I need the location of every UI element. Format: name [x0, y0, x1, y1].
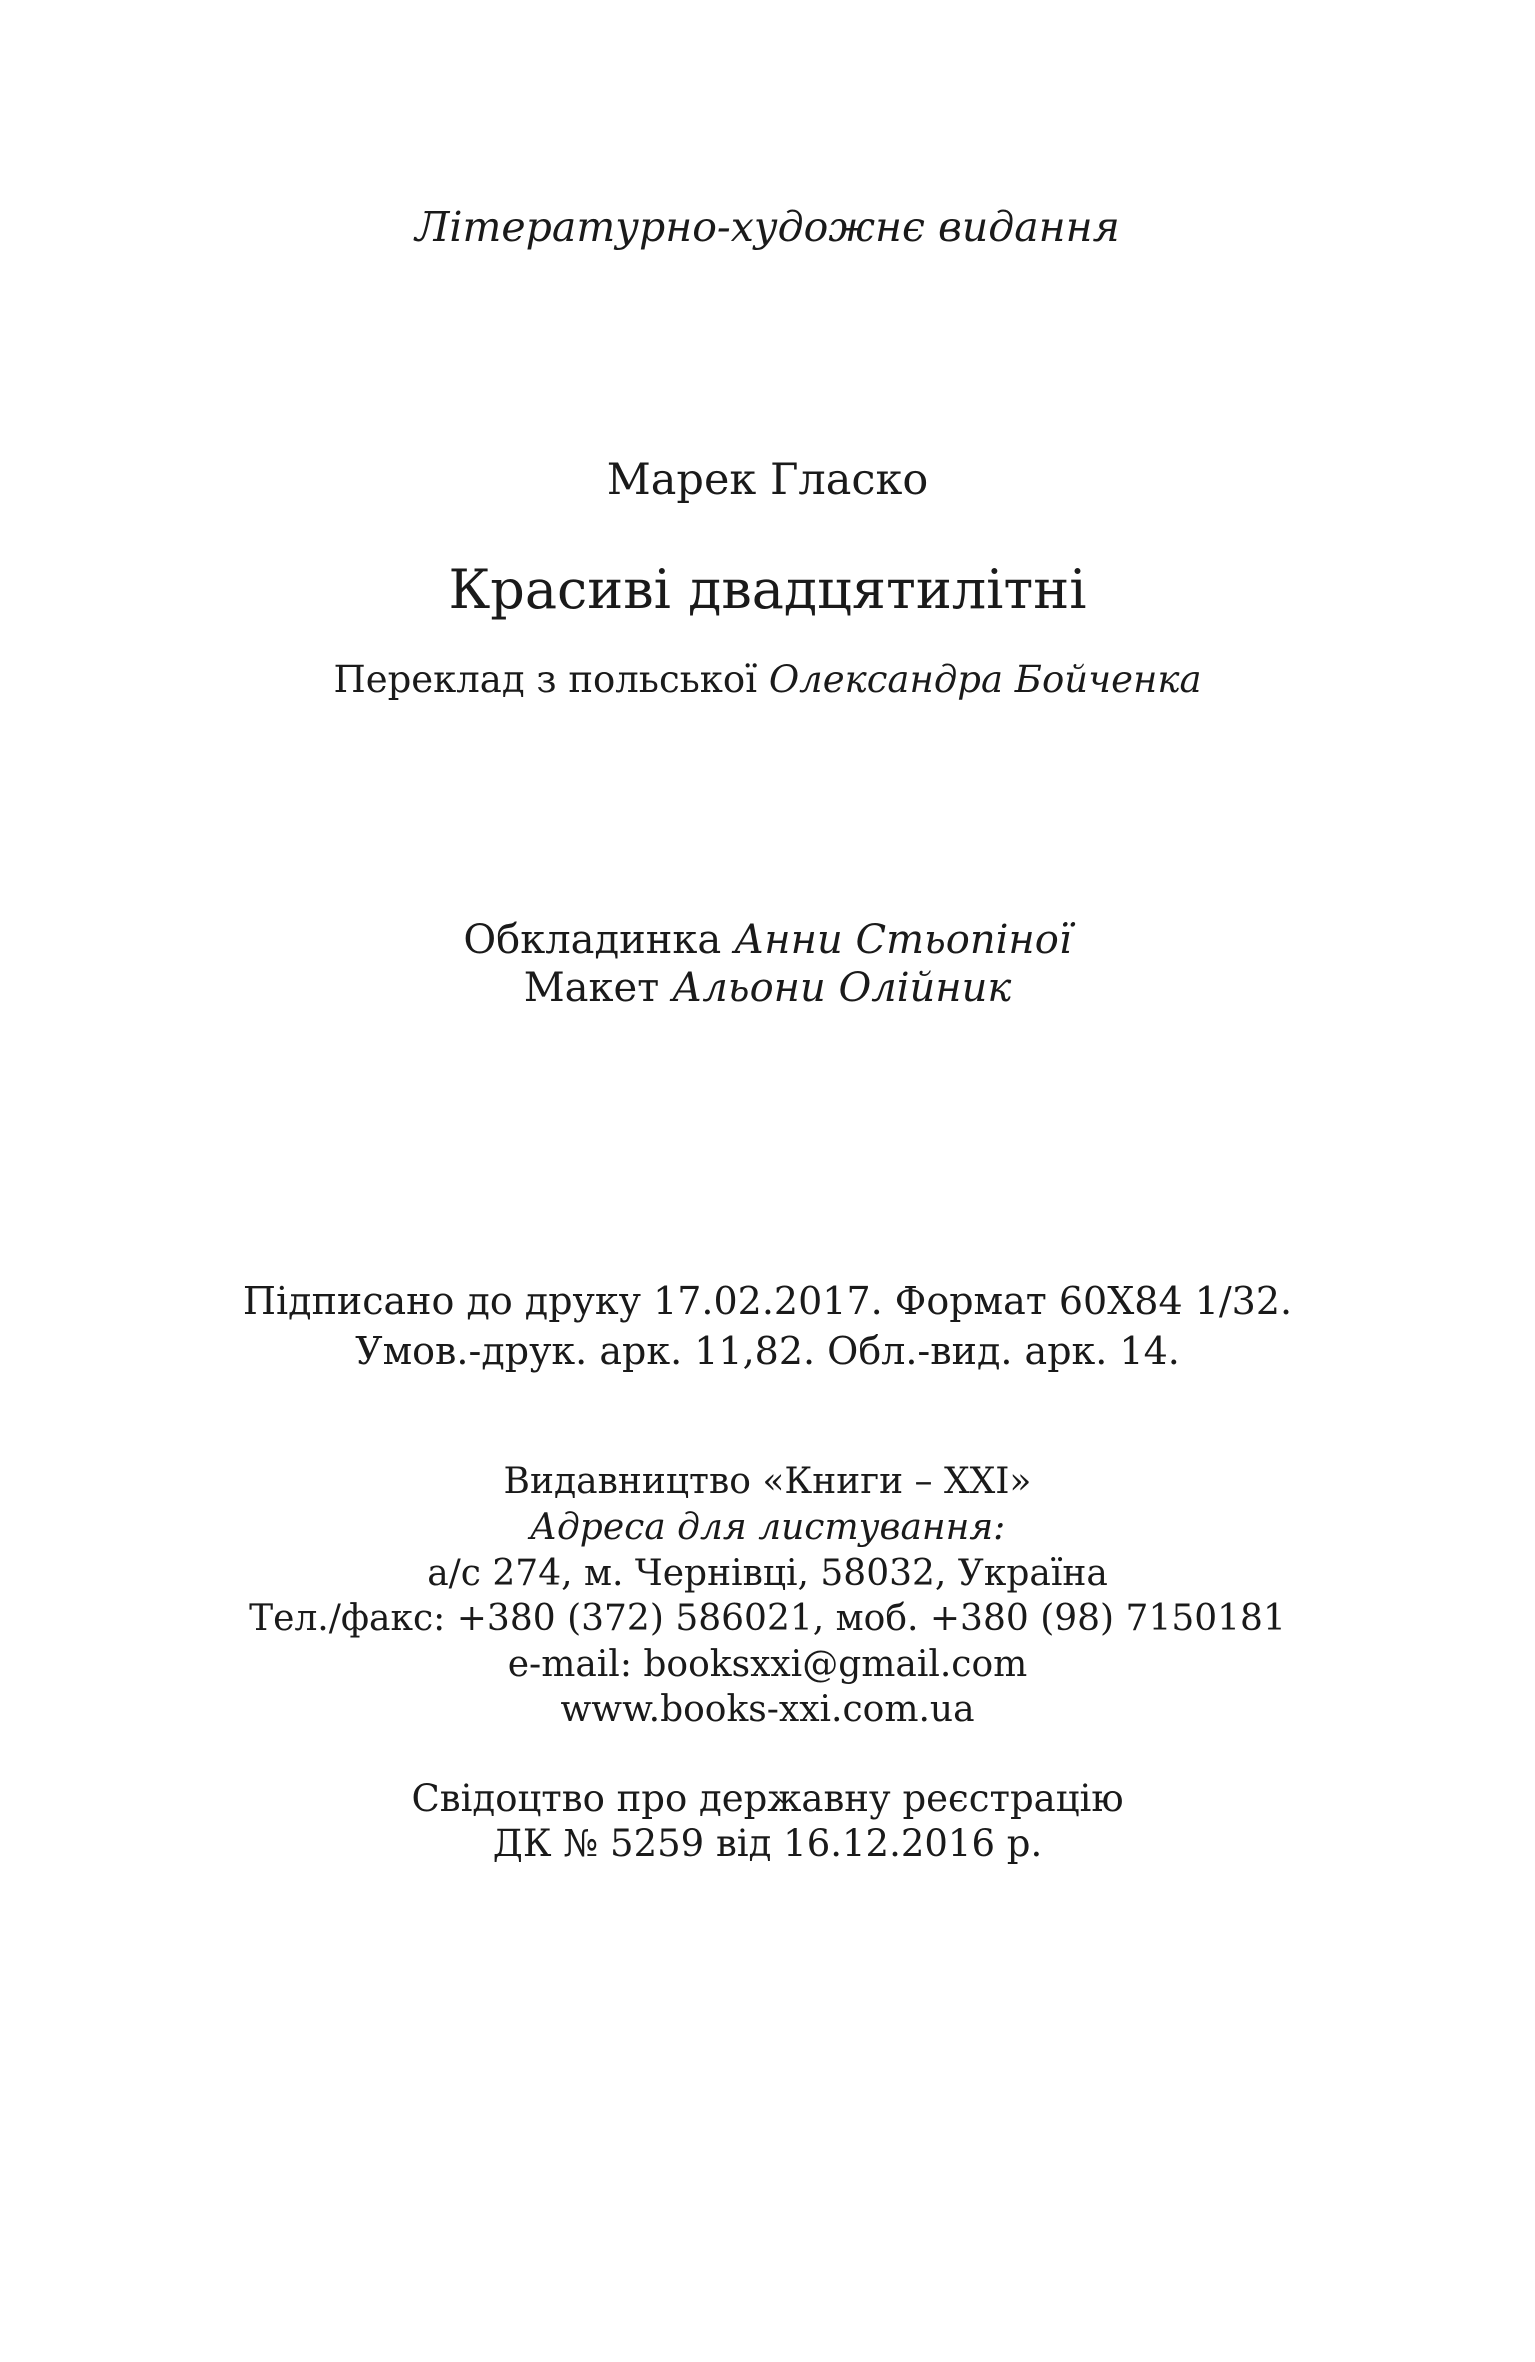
cover-designer-name: Анни Стьопіної	[734, 917, 1072, 963]
cover-credit	[0, 917, 1535, 963]
website-url: www.books-xxi.com.ua	[560, 1689, 975, 1730]
cover-label: Обкладинка	[463, 917, 722, 963]
layout-credit	[0, 965, 1535, 1011]
genre-label: Літературно-художнє видання	[415, 203, 1120, 251]
print-info-line-2: Умов.-друк. арк. 11,82. Обл.-вид. арк. 14.	[355, 1329, 1180, 1373]
translator-name: Олександра Бойченка	[768, 658, 1202, 701]
registration-certificate: Свідоцтво про державну реєстрацію	[411, 1777, 1124, 1820]
layout-label: Макет	[523, 965, 660, 1011]
address-heading: Адреса для листування:	[529, 1507, 1006, 1548]
postal-address: а/с 274, м. Чернівці, 58032, Україна	[427, 1553, 1108, 1594]
book-title: Красиві двадцятилітні	[448, 558, 1087, 621]
publisher-name: Видавництво «Книги – XXI»	[503, 1461, 1032, 1502]
print-info-line-1: Підписано до друку 17.02.2017. Формат 60Х84 1/32.	[242, 1279, 1293, 1323]
phone-fax: Тел./факс: +380 (372) 586021, моб. +380 (98) 7150181	[249, 1598, 1286, 1639]
author-name: Марек Гласко	[606, 455, 929, 505]
layout-designer-name: Альони Олійник	[672, 965, 1012, 1011]
translation-line	[0, 658, 1535, 701]
translation-prefix: Переклад з польської	[333, 658, 758, 701]
registration-number: ДК № 5259 від 16.12.2016 р.	[492, 1822, 1043, 1865]
email-address: e-mail: booksxxi@gmail.com	[507, 1644, 1028, 1685]
